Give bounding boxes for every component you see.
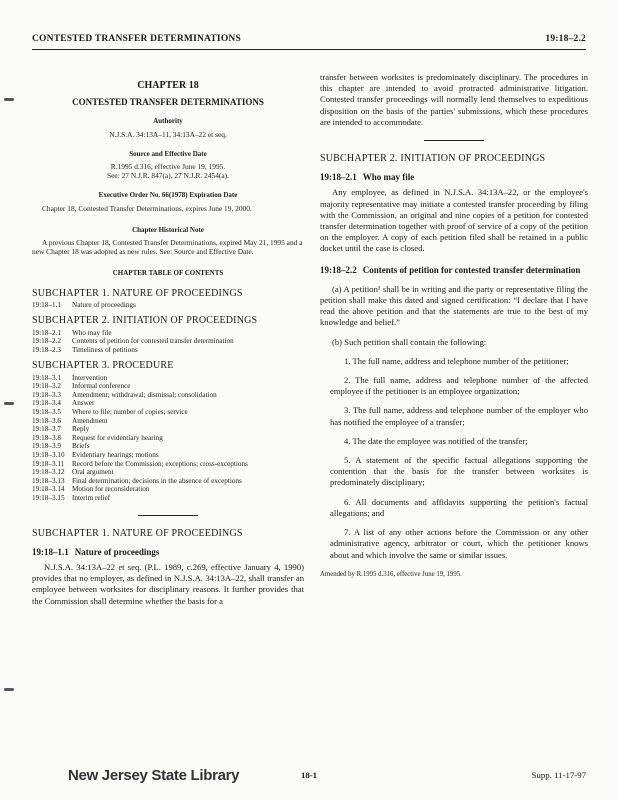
toc-item-number: 19:18–3.3 — [32, 390, 61, 399]
source-text-1: R.1995 d.316, effective June 19, 1995. — [110, 162, 226, 172]
source-text-2: See: 27 N.J.R. 847(a), 27 N.J.R. 2454(a). — [107, 171, 229, 181]
historical-note-text: A previous Chapter 18, Contested Transfer Determinations, expired May 21, 1995 and a new Chapter 18 was adopted as new rules. See: Source and Effective Date. — [32, 238, 303, 257]
section-2-2-b: (b) Such petition shall contain the following: — [332, 336, 487, 347]
section-1-1-text: N.J.S.A. 34:13A–22 et seq. (P.L. 1989, c.269, effective January 4, 1990) provides that no employer, as defined in N.J.S.A. 34:13A–22, shall transfer an employee between worksites for disciplinary reasons. It further provides that the Commission shall determine whether the basis for a — [32, 561, 304, 606]
toc-item[interactable] — [32, 442, 304, 451]
toc-item-title: Record before the Commission; exceptions; cross-exceptions — [72, 459, 248, 468]
toc-item-title: Briefs — [72, 442, 90, 451]
authority-text: N.J.S.A. 34:13A–11, 34:13A–22 et seq. — [109, 129, 227, 139]
source-heading: Source and Effective Date — [129, 149, 207, 158]
toc-item[interactable] — [32, 477, 304, 486]
toc-item-number: 19:18–3.4 — [32, 399, 61, 408]
section-number: 19:18–2.2 — [320, 264, 357, 275]
toc-item-number: 19:18–2.1 — [32, 328, 61, 337]
list-item: 1. The full name, address and telephone number of the petitioner; — [344, 355, 569, 366]
authority-heading: Authority — [153, 117, 183, 126]
toc-item[interactable] — [32, 329, 304, 338]
section-title: Nature of proceedings — [74, 546, 160, 557]
toc-item[interactable] — [32, 346, 304, 355]
amendment-note: Amended by R.1995 d.316, effective June 19, 1995. — [320, 570, 462, 578]
toc-item-title: Motion for reconsideration — [72, 485, 150, 494]
toc-item-title: Request for evidentiary hearing — [72, 433, 163, 442]
list-item: 3. The full name, address and telephone number of the employer who has notified the employee of a transfer; — [330, 405, 588, 427]
toc-item-number: 19:18–3.13 — [32, 476, 65, 485]
toc-subchapter-title: SUBCHAPTER 3. PROCEDURE — [32, 360, 174, 372]
list-item: 5. A statement of the specific factual allegations supporting the contention that the basis for the transfer between worksites is predominately disciplinary; — [330, 455, 588, 488]
toc-item[interactable] — [32, 425, 304, 434]
toc-item[interactable] — [32, 382, 304, 391]
list-item: 7. A list of any other actions before the Commission or any other administrative agency, arbitrator or court, which the petitioner knows about and which involve the same or similar issues. — [330, 527, 588, 560]
toc-item-title: Contents of petition for contested transfer determination — [72, 337, 234, 346]
toc-item-number: 19:18–3.7 — [32, 425, 61, 434]
toc-subchapter-title: SUBCHAPTER 2. INITIATION OF PROCEEDINGS — [32, 315, 258, 327]
list-item: 6. All documents and affidavits supporting the petition's factual allegations; and — [330, 496, 588, 518]
library-stamp: New Jersey State Library — [68, 767, 240, 784]
binding-hole-mark — [4, 402, 14, 405]
subchapter-2-heading: SUBCHAPTER 2. INITIATION OF PROCEEDINGS — [320, 153, 546, 165]
toc-item-number: 19:18–3.12 — [32, 468, 65, 477]
section-number: 19:18–2.1 — [320, 172, 357, 183]
list-item: 2. The full name, address and telephone number of the affected employee if the petitioner is an employee organization; — [330, 375, 588, 397]
left-column — [32, 72, 304, 607]
toc-item-title: Evidentiary hearings; motions — [72, 450, 159, 459]
toc-item[interactable] — [32, 399, 304, 408]
toc-item-number: 19:18–3.2 — [32, 382, 61, 391]
toc-item-title: Amendment; withdrawal; dismissal; consolidation — [72, 390, 217, 399]
toc-item[interactable] — [32, 301, 304, 310]
binding-hole-mark — [4, 688, 14, 691]
toc-item[interactable] — [32, 417, 304, 426]
toc-item-number: 19:18–3.8 — [32, 433, 61, 442]
toc-item-title: Interim relief — [72, 493, 111, 502]
section-number: 19:18–1.1 — [32, 546, 69, 557]
toc-item[interactable] — [32, 337, 304, 346]
toc-subchapter-3 — [32, 360, 304, 502]
continued-text: transfer between worksites is predominately disciplinary. The procedures in this chapter are intended to avoid protracted administrative litigation. Contested transfer proceedings will normally lend themselves to expeditious disposition on the basis of the parties' submissions, which these procedures are intended to accommodate. — [320, 72, 588, 127]
toc-heading: CHAPTER TABLE OF CONTENTS — [112, 269, 224, 278]
toc-item-number: 19:18–3.15 — [32, 493, 65, 502]
toc-item[interactable] — [32, 374, 304, 383]
supplement-date: Supp. 11-17-97 — [531, 770, 586, 780]
executive-order-heading: Executive Order No. 66(1978) Expiration Date — [98, 191, 238, 200]
section-2-2-a: (a) A petition¹ shall be in writing and the party or representative filing the petition shall make this dated and signed certification: “I declare that I have read the above petition and that the statements are true to the best of my knowledge and belief.” — [320, 283, 588, 328]
toc-item-number: 19:18–3.1 — [32, 373, 61, 382]
toc-item-title: Answer — [72, 399, 95, 408]
header-section: 19:18–2.2 — [545, 34, 586, 44]
section-heading-2-2 — [320, 265, 588, 276]
header-title: CONTESTED TRANSFER DETERMINATIONS — [32, 34, 241, 44]
toc-item-number: 19:18–3.11 — [32, 459, 65, 468]
toc-item-number: 19:18–3.6 — [32, 416, 61, 425]
section-2-1-text: Any employee, as defined in N.J.S.A. 34:13A–22, or the employee's majority representative may initiate a contested transfer proceeding by filing with the Commission, an original and nine copies of a petition for contested transfer determination together with proof of service of a copy of the petition on the employer. A copy of each petition filed shall be retained in a public docket until the case is closed. — [320, 187, 588, 254]
toc-item-title: Final determination; decisions in the absence of exceptions — [72, 476, 242, 485]
toc-subchapter-2 — [32, 315, 304, 354]
toc-item-number: 19:18–1.1 — [32, 300, 61, 309]
toc-item-title: Informal conference — [72, 382, 131, 391]
toc-subchapter-1 — [32, 288, 304, 310]
running-header — [32, 34, 586, 48]
binding-hole-mark — [4, 98, 14, 101]
toc-item-number: 19:18–3.9 — [32, 442, 61, 451]
toc-subchapter-title: SUBCHAPTER 1. NATURE OF PROCEEDINGS — [32, 287, 243, 299]
subchapter-1-heading: SUBCHAPTER 1. NATURE OF PROCEEDINGS — [32, 527, 243, 539]
toc-item-number: 19:18–3.14 — [32, 485, 65, 494]
toc-item-title: Oral argument — [72, 468, 114, 477]
header-rule — [32, 49, 586, 50]
toc-item-number: 19:18–2.2 — [32, 337, 61, 346]
section-title: Who may file — [362, 172, 415, 183]
toc-item-number: 19:18–2.3 — [32, 345, 61, 354]
toc-item-title: Amendment — [72, 416, 108, 425]
executive-order-text: Chapter 18, Contested Transfer Determinations, expires June 19, 2000. — [42, 203, 252, 213]
toc-item-title: Intervention — [72, 373, 108, 382]
toc-item-number: 19:18–3.5 — [32, 408, 61, 416]
toc-item-title: Where to file; number of copies; service — [72, 408, 188, 416]
toc-item-title: Nature of proceedings — [72, 300, 136, 309]
toc-item[interactable] — [32, 408, 304, 417]
toc-item[interactable] — [32, 494, 304, 503]
toc-item[interactable] — [32, 468, 304, 477]
page-number: 18-1 — [300, 770, 318, 780]
toc-item-number: 19:18–3.10 — [32, 450, 65, 459]
section-heading-2-1 — [320, 172, 588, 183]
chapter-number: CHAPTER 18 — [137, 80, 199, 91]
toc-item-title: Who may file — [72, 328, 112, 337]
right-column — [320, 72, 588, 579]
section-heading-1-1 — [32, 547, 304, 558]
chapter-title: CONTESTED TRANSFER DETERMINATIONS — [72, 97, 264, 108]
section-title: Contents of petition for contested transfer determination — [362, 264, 581, 275]
toc-item-title: Timeliness of petitions — [72, 345, 138, 354]
toc-item-title: Reply — [72, 425, 90, 434]
list-item: 4. The date the employee was notified of the transfer; — [344, 435, 528, 446]
toc-item[interactable] — [32, 485, 304, 494]
toc-item[interactable] — [32, 451, 304, 460]
toc-item[interactable] — [32, 460, 304, 469]
toc-item[interactable] — [32, 434, 304, 443]
toc-item[interactable] — [32, 391, 304, 400]
historical-note-heading: Chapter Historical Note — [132, 225, 204, 234]
page-footer — [32, 767, 586, 787]
